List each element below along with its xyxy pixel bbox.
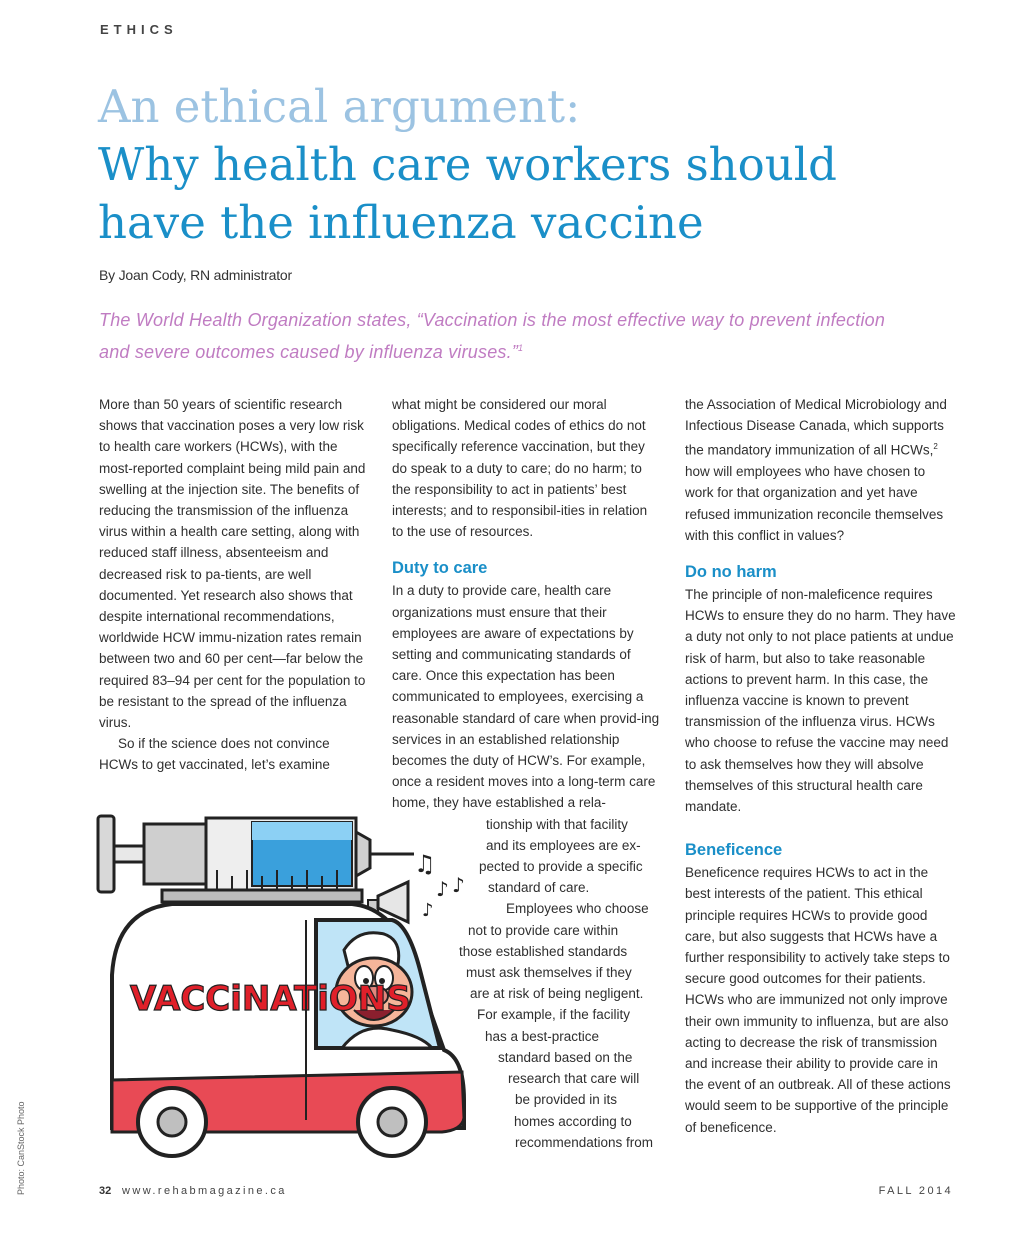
title-line-2: Why health care workers should: [98, 138, 837, 191]
byline: By Joan Cody, RN administrator: [99, 267, 292, 283]
issue-date: FALL 2014: [878, 1185, 953, 1197]
wrapped-line: those established standards: [459, 943, 628, 959]
pull-quote-line-1: The World Health Organization states, “Vaccination is the most effective way to prevent infection: [99, 310, 886, 330]
wrapped-line: are at risk of being negligent.: [470, 986, 644, 1002]
subheading-do-no-harm: Do no harm: [685, 562, 777, 581]
page-number: 32: [99, 1185, 112, 1197]
pull-quote-line-2: [99, 334, 949, 366]
vaccination-van-illustration: [92, 800, 482, 1175]
body-paragraph: The principle of non-maleficence requires HCWs to ensure they do no harm. They have a duty not only to not place patients at undue risk of harm, but also to take reasonable actions to prevent harm. In this case, the influenza vaccine is known to prevent transmission of the influenza virus. HCWs who choose to refuse the vaccine may need to ask themselves how they will absolve themselves of this structural health care mandate.: [685, 586, 956, 814]
van-wheel-rear: [138, 1088, 206, 1156]
body-paragraph: [685, 394, 957, 546]
wrapped-line: be provided in its: [515, 1092, 618, 1108]
svg-text:♪: ♪: [422, 900, 434, 921]
svg-text:♪: ♪: [452, 873, 465, 897]
body-paragraph: In a duty to provide care, health care organizations must ensure that their employees are aware of expectations by setting and communicating standards of care. Once this expectation has been communicated to employees, exercising a reasonable standard of care when provid-ing services in an established relationship becomes the duty of HCW’s. For example, once a resident moves into a long-term care home, they have established a rela-: [392, 583, 660, 811]
column-3: [685, 394, 957, 1138]
music-notes-icon: [414, 850, 465, 921]
body-paragraph: So if the science does not convince HCWs to get vaccinated, let’s examine: [99, 736, 330, 773]
photo-credit: Photo: CanStock Photo: [16, 1101, 26, 1195]
van-wheel-front: [358, 1088, 426, 1156]
wrapped-line: has a best-practice: [485, 1028, 600, 1044]
body-text: how will employees who have chosen to work for that organization and yet have refused immunization reconcile themselves with this conflict in values?: [685, 464, 944, 543]
subheading-beneficence: Beneficence: [685, 841, 783, 860]
van-lettering: VACCiNATiONS: [130, 979, 411, 1019]
wrapped-line: pected to provide a specific: [479, 859, 643, 875]
article-title: [98, 78, 958, 252]
wrapped-line: not to provide care within: [468, 922, 619, 938]
footnote-ref-2: 2: [933, 442, 938, 452]
svg-text:♪: ♪: [436, 877, 449, 901]
body-paragraph: More than 50 years of scientific research shows that vaccination poses a very low risk to health care workers (HCWs), with the most-reported complaint being mild pain and swelling at the injection site. The benefits of reducing the transmission of the influenza virus within a health care setting, along with reduced staff illness, absenteeism and decreased risk to pa-tients, are well documented. Yet research also shows that despite international recommendations, worldwide HCW immu-nization rates remain between two and 60 per cent—far below the required 83–94 per cent for the population to be resistant to the spread of the influenza virus.: [99, 397, 366, 731]
title-line-3: have the influenza vaccine: [98, 196, 704, 249]
wrapped-line: and its employees are ex-: [486, 837, 641, 853]
column-1: [99, 394, 369, 776]
pull-quote-line-2-text: and severe outcomes caused by influenza viruses.”: [99, 342, 519, 362]
wrapped-line: tionship with that facility: [486, 816, 628, 832]
syringe-icon: [98, 816, 414, 892]
wrapped-line: Employees who choose: [506, 901, 649, 917]
svg-text:♫: ♫: [414, 850, 436, 878]
subheading-duty-to-care: Duty to care: [392, 559, 488, 578]
section-label: ETHICS: [100, 22, 178, 37]
wrapped-line: standard of care.: [488, 880, 590, 896]
wrapped-line: For example, if the facility: [477, 1007, 631, 1023]
body-paragraph: Beneficence requires HCWs to act in the best interests of the patient. This ethical principle requires HCWs to provide good care, but also suggests that HCWs have a further responsibility to actively take steps to secure good outcomes for their patients. HCWs who are immunized not only improve their own immunity to influenza, but are also acting to decrease the risk of transmission and increase their ability to provide care in the event of an outbreak. All of these actions would seem to be supportive of the principle of beneficence.: [685, 865, 951, 1135]
footnote-ref-1: 1: [518, 343, 524, 353]
body-text: the Association of Medical Microbiology and Infectious Disease Canada, which supports the mandatory immunization of all HCWs,: [685, 397, 947, 458]
title-line-1: An ethical argument:: [98, 80, 581, 133]
wrapped-line: standard based on the: [498, 1049, 633, 1065]
wrapped-line: research that care will: [508, 1071, 640, 1087]
body-paragraph: what might be considered our moral obligations. Medical codes of ethics do not specifically reference vaccination, but they do speak to a duty to care; do no harm; to the responsibility to act in patients’ best interests; and to responsibil-ities in relation to the use of resources.: [392, 397, 648, 540]
wrapped-line: homes according to: [514, 1113, 632, 1129]
footer-url[interactable]: www.rehabmagazine.ca: [122, 1185, 287, 1197]
pull-quote: [99, 306, 949, 366]
wrapped-line: recommendations from: [515, 1134, 654, 1150]
wrapped-line: must ask themselves if they: [466, 965, 632, 981]
